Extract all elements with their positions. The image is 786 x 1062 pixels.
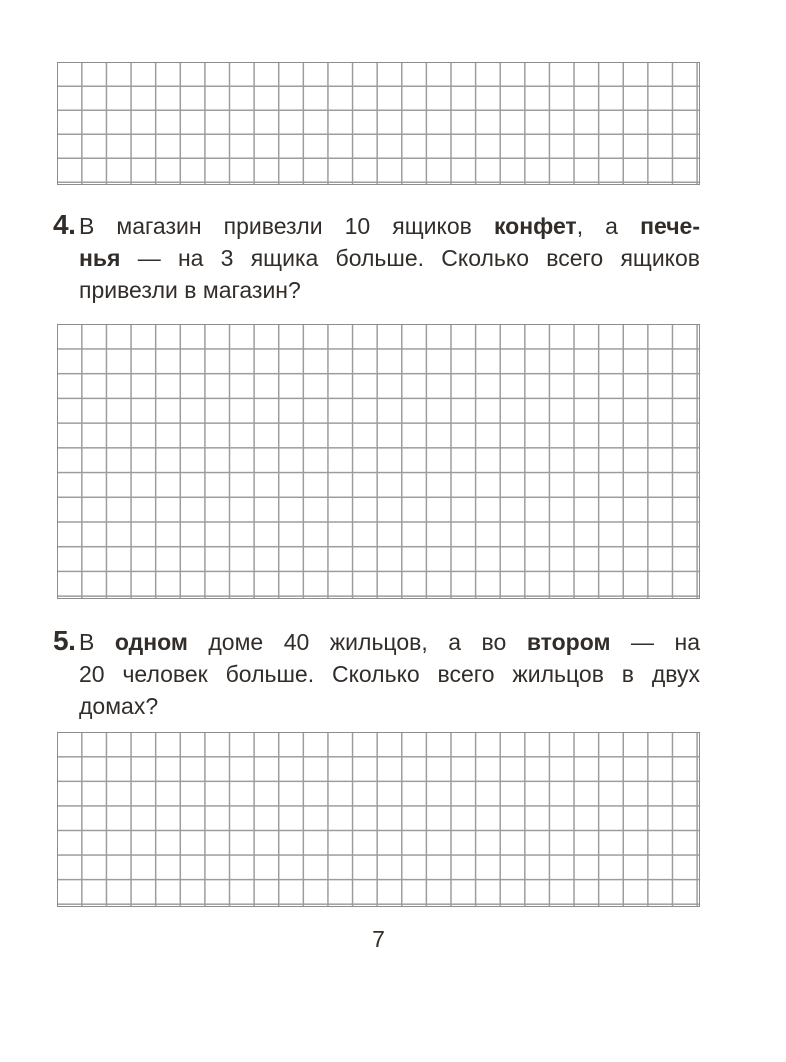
problem-line xyxy=(79,274,700,306)
problem-4 xyxy=(53,209,700,306)
bold-text: конфет xyxy=(493,213,577,239)
text-segment: , а xyxy=(576,213,641,239)
bold-text: втором xyxy=(526,629,611,655)
bold-text: нья xyxy=(79,245,121,271)
problem-5 xyxy=(53,625,700,722)
workbook-page xyxy=(53,62,700,955)
text-segment: домах? xyxy=(79,693,159,719)
problem-line xyxy=(79,626,700,658)
answer-grid-middle xyxy=(57,324,700,599)
problem-line xyxy=(79,658,700,690)
problem-text xyxy=(79,626,700,722)
problem-text xyxy=(79,210,700,306)
text-segment: — на xyxy=(610,629,700,655)
text-segment: — на 3 ящика больше. Сколько всего ящиков xyxy=(120,245,700,271)
problem-number: 5. xyxy=(53,625,76,656)
text-segment: В магазин привезли 10 ящиков xyxy=(79,213,494,239)
answer-grid-bottom xyxy=(57,732,700,907)
problem-number: 4. xyxy=(53,209,76,240)
text-segment: доме 40 жильцов, а во xyxy=(187,629,527,655)
bold-text: одном xyxy=(114,629,188,655)
text-segment: 20 человек больше. Сколько всего жильцов в двух xyxy=(79,661,700,687)
page-number: 7 xyxy=(372,926,385,952)
problem-line xyxy=(79,210,700,242)
bold-text: пече- xyxy=(640,213,700,239)
answer-grid-top xyxy=(57,62,700,185)
problem-line xyxy=(79,242,700,274)
problem-line xyxy=(79,690,700,722)
text-segment: привезли в магазин? xyxy=(79,277,301,303)
text-segment: В xyxy=(79,629,115,655)
